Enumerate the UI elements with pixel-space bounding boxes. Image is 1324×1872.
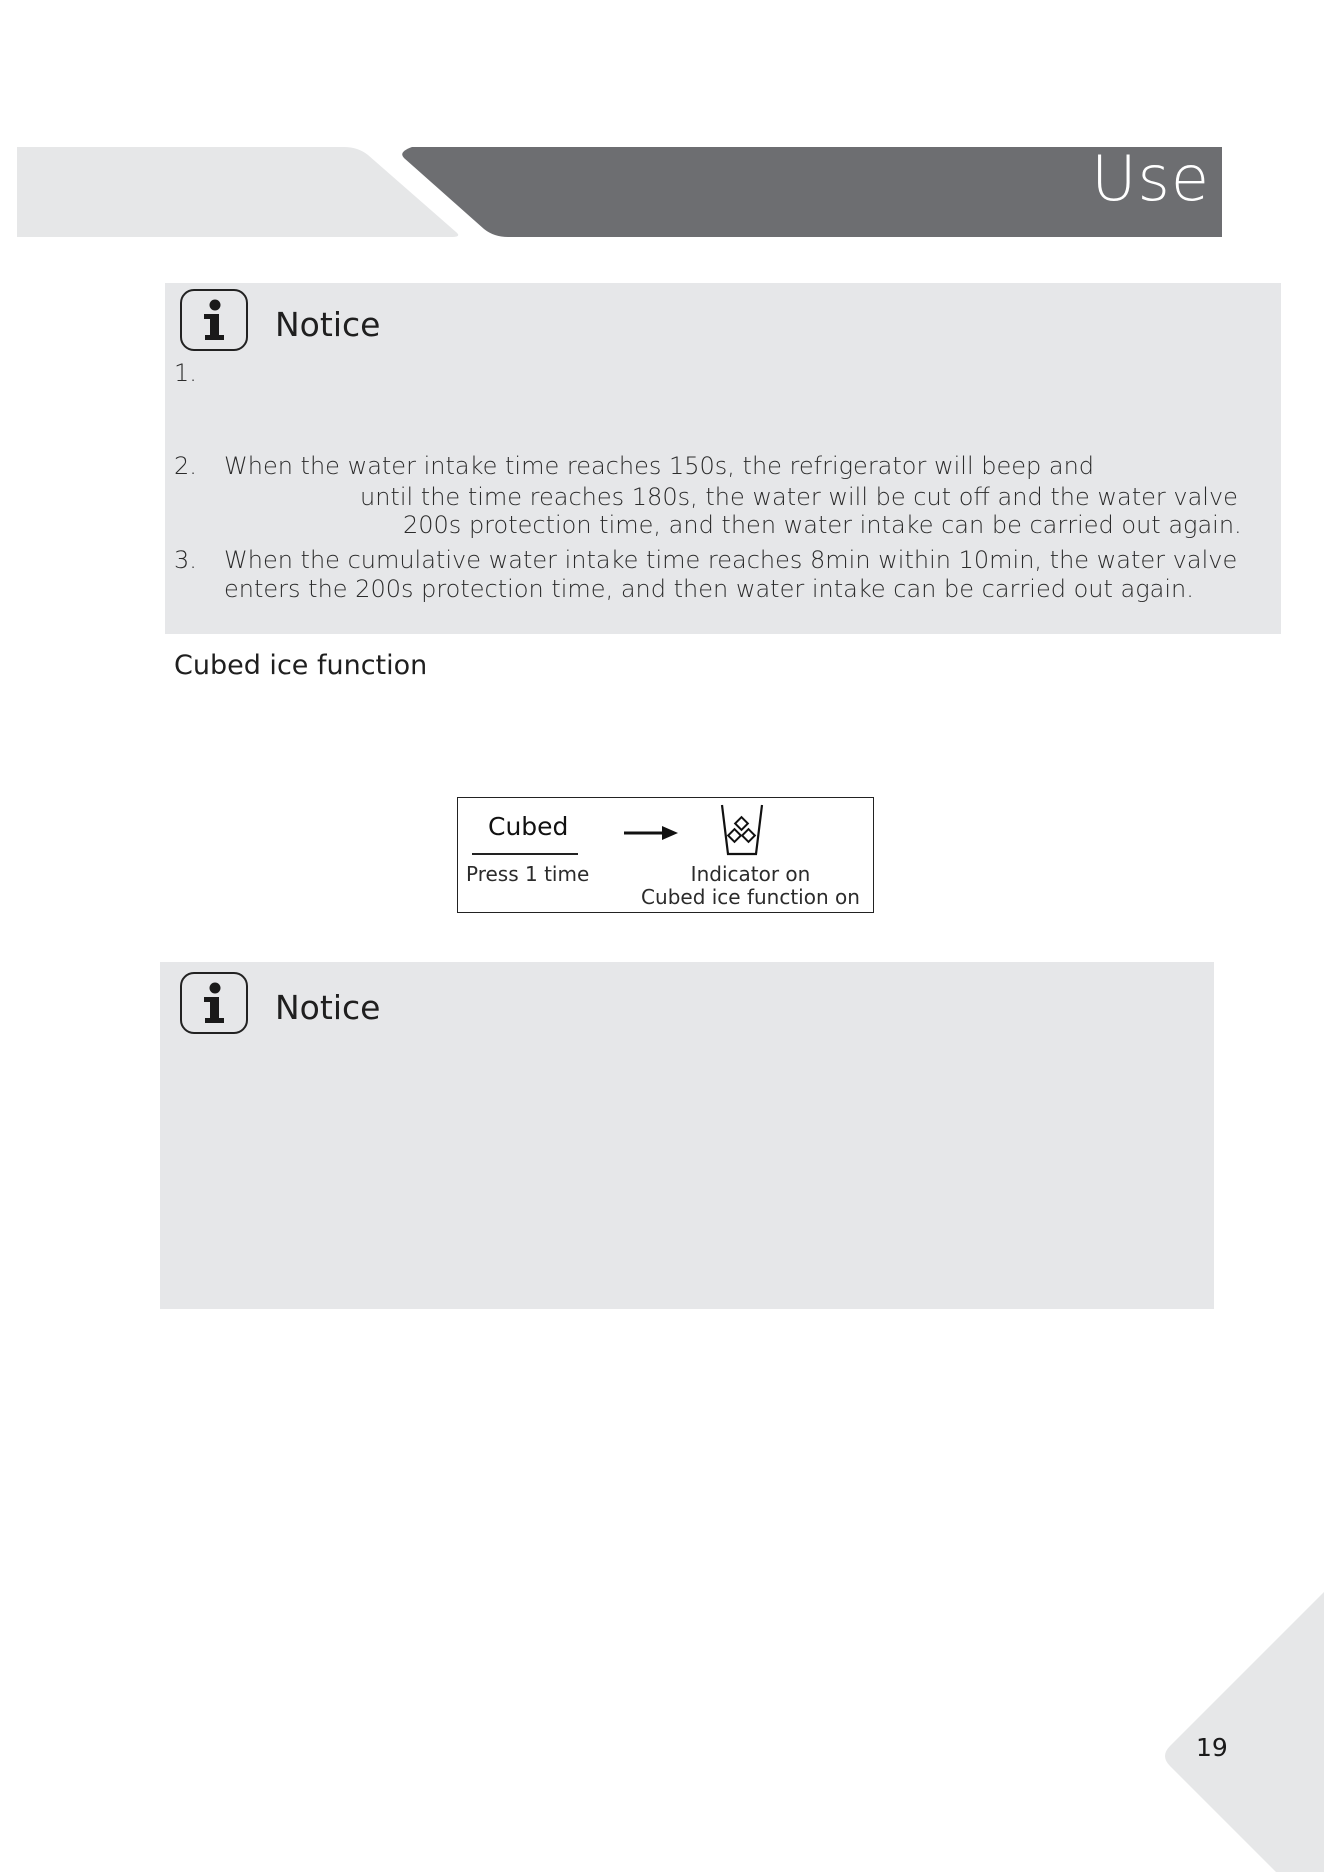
info-icon: [180, 972, 248, 1034]
info-icon: [180, 289, 248, 351]
notice-title: Notice: [275, 988, 381, 1027]
notice-item-line: When the cumulative water intake time reaches 8min within 10min, the water valve: [224, 546, 1238, 574]
notice-title: Notice: [275, 305, 381, 344]
ice-cube-glass-icon: [716, 802, 768, 858]
header-light-tab: [17, 147, 458, 237]
notice-box-1: [165, 283, 1281, 634]
section-title: Use: [1091, 142, 1210, 215]
notice-item-line: until the time reaches 180s, the water will be cut off and the water valve: [360, 483, 1238, 511]
notice-item-line: When the water intake time reaches 150s, the refrigerator will beep and: [224, 452, 1095, 480]
page-number: 19: [1196, 1733, 1228, 1762]
function-status: Cubed ice function on: [641, 885, 860, 909]
header-band: [0, 0, 1324, 260]
press-instruction: Press 1 time: [466, 862, 590, 886]
corner-decoration: [1124, 1552, 1324, 1872]
notice-item-number: 2.: [174, 452, 197, 480]
notice-box-2: [160, 962, 1214, 1309]
cubed-diagram: [457, 797, 874, 913]
button-underline: [472, 853, 578, 855]
notice-item-number: 1.: [174, 359, 197, 387]
section-heading: Cubed ice function: [174, 650, 428, 681]
notice-item-line: enters the 200s protection time, and then water intake can be carried out again.: [224, 575, 1194, 603]
notice-item-number: 3.: [174, 546, 197, 574]
notice-item-line: 200s protection time, and then water intake can be carried out again.: [403, 511, 1242, 539]
cubed-button-label: Cubed: [488, 812, 569, 841]
arrow-right-icon: [622, 823, 682, 843]
indicator-status: Indicator on: [690, 862, 811, 886]
